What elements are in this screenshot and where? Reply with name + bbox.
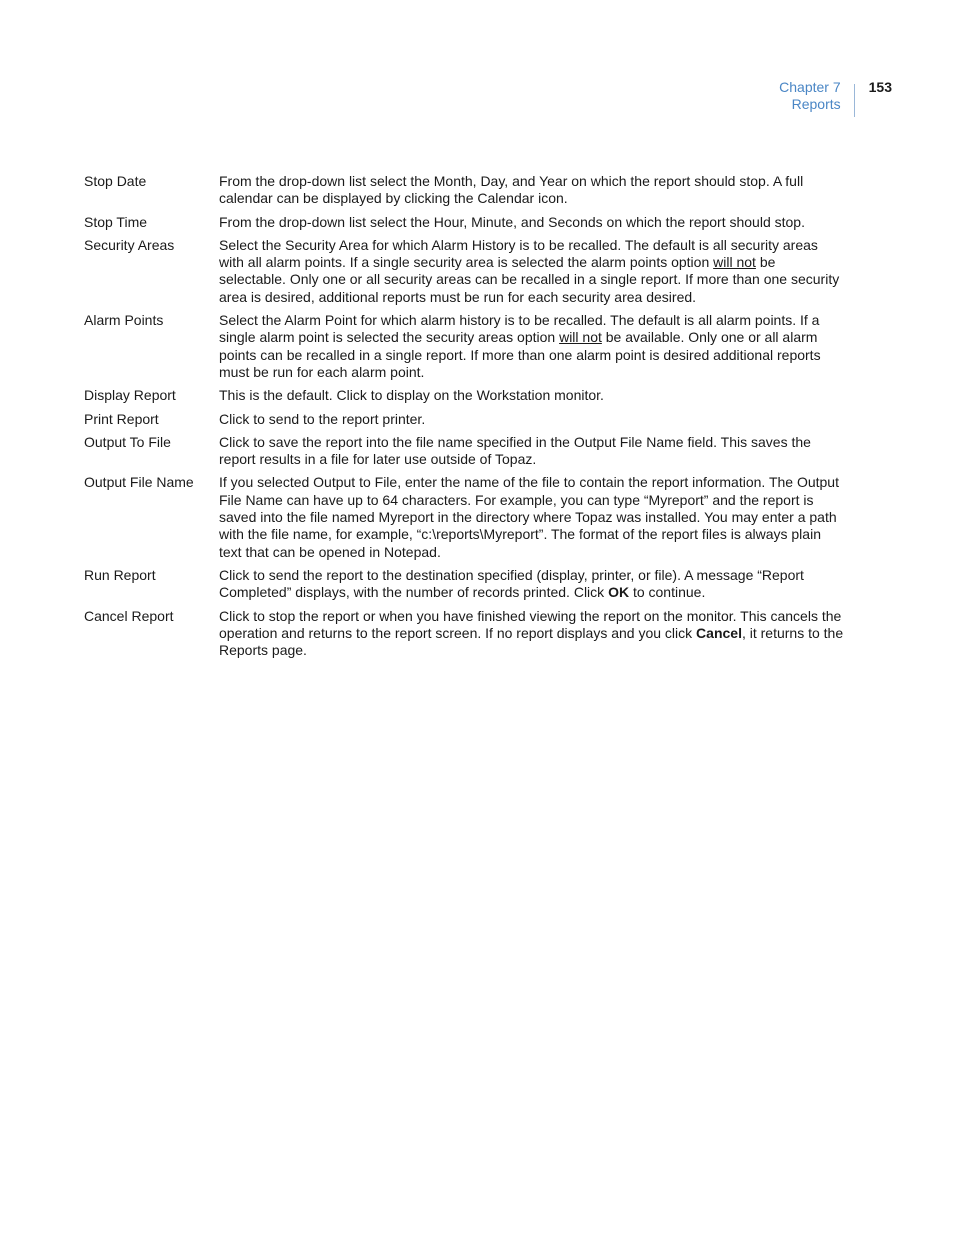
definition-row [84, 387, 844, 410]
definition-term: Alarm Points [84, 312, 164, 329]
emphasis-bold: OK [608, 584, 630, 601]
section-label: Reports [791, 95, 841, 112]
definition-term: Stop Time [84, 213, 148, 230]
emphasis-underline: will not [559, 329, 602, 346]
definition-row [84, 173, 844, 214]
description-text: Click to save the report into the file name specified in the Output File Name field. This saves the report results in a file for later use outside of Topaz. [219, 433, 811, 468]
definition-term: Output To File [84, 433, 171, 450]
description-text: Select the Alarm Point for which alarm history is to be recalled. The default is all alarm points. If a single alarm point is selected the security areas option [219, 312, 820, 346]
definition-description [219, 387, 844, 410]
definition-description [219, 567, 844, 608]
description-text: be selectable. Only one or all security areas can be recalled in a single report. If more than one security area is desired, additional reports must be run for each security area desired. [219, 254, 840, 305]
definition-description [219, 312, 844, 387]
description-text: From the drop-down list select the Hour, Minute, and Seconds on which the report should stop. [219, 213, 805, 230]
definition-description [219, 434, 844, 475]
definition-description [219, 173, 844, 214]
description-text: If you selected Output to File, enter the name of the file to contain the report information. The Output File Name can have up to 64 characters. For example, you can type “Myreport” and the report is saved into the file named Myreport in the directory where Topaz was installed. You may enter a path with the file name, for example, “c:\reports\Myreport”. The format of the report files is always plain text that can be opened in Notepad. [219, 474, 839, 560]
description-text: Select the Security Area for which Alarm History is to be recalled. The default is all security areas with all alarm points. If a single security area is selected the alarm points option [219, 236, 818, 271]
definition-row [84, 434, 844, 475]
definition-term: Cancel Report [84, 607, 174, 624]
page-number: 153 [868, 79, 892, 95]
definition-table [84, 173, 844, 665]
definition-row [84, 608, 844, 666]
definition-row [84, 411, 844, 434]
definition-term: Run Report [84, 566, 156, 583]
description-text: Click to send to the report printer. [219, 410, 426, 427]
definition-description [219, 608, 844, 666]
description-text: Click to send the report to the destination specified (display, printer, or file). A message “Report Completed” displays, with the number of records printed. Click [219, 566, 804, 601]
description-text: Click to stop the report or when you have finished viewing the report on the monitor. This cancels the operation and returns to the report screen. If no report displays and you click [219, 607, 842, 641]
emphasis-underline: will not [713, 254, 756, 271]
definition-description [219, 214, 844, 237]
emphasis-bold: Cancel [696, 624, 742, 641]
definition-description [219, 474, 844, 566]
definition-term: Display Report [84, 387, 176, 404]
definition-term: Security Areas [84, 236, 175, 253]
running-header [779, 79, 853, 112]
definition-description [219, 237, 844, 312]
description-text: to continue. [629, 584, 706, 601]
definition-list [84, 173, 844, 665]
definition-description [219, 411, 844, 434]
chapter-label: Chapter 7 [779, 79, 841, 95]
definition-row [84, 237, 844, 312]
definition-term: Print Report [84, 410, 159, 427]
definition-term: Stop Date [84, 173, 147, 189]
definition-row [84, 567, 844, 608]
definition-row [84, 312, 844, 387]
description-text: , it returns to the Reports page. [219, 624, 844, 659]
page-header [779, 79, 892, 117]
definition-row [84, 214, 844, 237]
definition-term: Output File Name [84, 474, 194, 491]
definition-row [84, 474, 844, 566]
description-text: be available. Only one or all alarm points can be recalled in a single report. If more than one alarm point is desired additional reports must be run for each alarm point. [219, 329, 821, 380]
description-text: This is the default. Click to display on the Workstation monitor. [219, 387, 604, 404]
description-text: From the drop-down list select the Month, Day, and Year on which the report should stop. A full calendar can be displayed by clicking the Calendar icon. [219, 173, 804, 207]
